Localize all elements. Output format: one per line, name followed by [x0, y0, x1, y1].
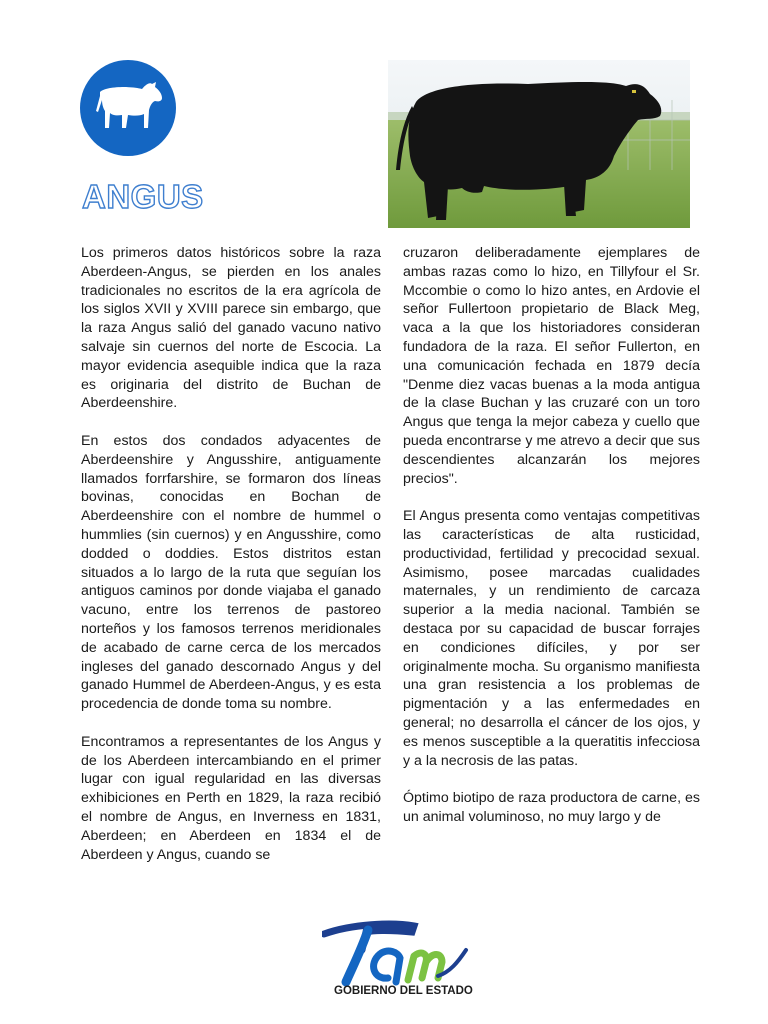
paragraph: cruzaron deliberadamente ejemplares de ambas razas como lo hizo, en Tillyfour el Sr. Mccombie o como lo hizo antes, en Ardovie el señor Fullertoon propietario de Black Meg, vaca a la que los historiadores consideran fundadora de la raza. El señor Fullerton, en una comunicación fechada en 1879 decía "Denme diez vacas buenas a la moda antigua de la clase Buchan y las cruzaré con un toro Angus que tenga la mejor cabeza y cuello que pueda encontrarse y me atrevo a decir que sus descendientes alcanzarán los mejores precios". — [403, 245, 700, 487]
paragraph: El Angus presenta como ventajas competitivas las características de alta rusticidad, productividad, fertilidad y precocidad sexual. Asimismo, posee marcadas cualidades maternales, y un rendimiento de carcaza superior a la media nacional. También se destaca por su capacidad de buscar forrajes en condiciones difíciles, y por ser originalmente mocha. Su organismo manifiesta una gran resistencia a los problemas de pigmentación y a las enfermedades en general; no desarrolla el cáncer de los ojos, y es menos susceptible a la queratitis infecciosa y a la necrosis de las patas. — [403, 508, 700, 769]
text-column-right — [403, 244, 700, 846]
page-title: ANGUS — [82, 178, 204, 215]
paragraph: Los primeros datos históricos sobre la raza Aberdeen-Angus, se pierden en los anales tradicionales no escritos de la era agrícola de los siglos XVII y XVIII parece sin embargo, que la raza Angus salió del ganado vacuno nativo salvaje sin cuernos del norte de Escocia. La mayor evidencia asequible indica que la raza es originaria del distrito de Buchan de Aberdeenshire. — [81, 245, 381, 412]
bull-photo — [388, 60, 690, 228]
logo-subtitle: GOBIERNO DEL ESTADO — [334, 985, 473, 997]
paragraph: Encontramos a representantes de los Angus y de los Aberdeen intercambiando en el primer lugar con igual regularidad en las diversas exhibiciones en Perth en 1829, la raza recibió el nombre de Angus, en Inverness en 1831, Aberdeen; en Aberdeen en 1834 el de Aberdeen y Angus, cuando se — [81, 733, 381, 863]
tamaulipas-government-logo — [322, 920, 492, 1000]
paragraph: Óptimo biotipo de raza productora de carne, es un animal voluminoso, no muy largo y de — [403, 790, 700, 825]
cow-icon — [92, 78, 164, 134]
paragraph: En estos dos condados adyacentes de Aberdeenshire y Angusshire, antiguamente llamados forrfarshire, se formaron dos líneas bovinas, conocidas en Bochan de Aberdeenshire con el nombre de hummel o hummlies (sin cuernos) y en Angusshire, como dodded o doddies. Estos distritos estan situados a lo largo de la ruta que seguían los antiguos caminos por donde viajaba el ganado vacuno, entre los terrenos de pastoreo norteños y los famosos terrenos meridionales de acabado de carne cerca de los mercados ingleses del ganado descornado Angus y del ganado Hummel de Aberdeen-Angus, y es esta procedencia de donde toma su nombre. — [81, 432, 381, 713]
cow-icon-badge — [80, 60, 176, 156]
text-column-left — [81, 244, 381, 883]
